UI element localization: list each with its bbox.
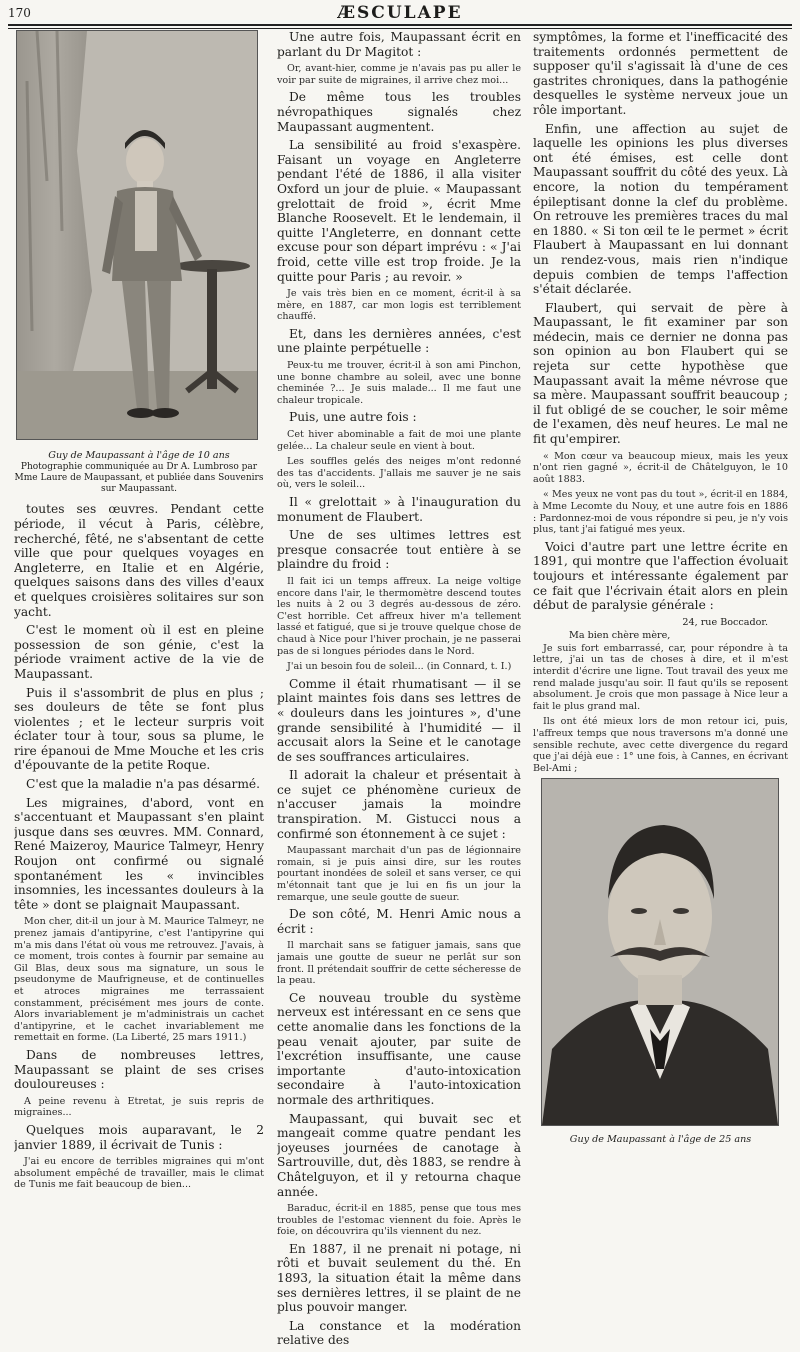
column-1-text xyxy=(14,502,264,1191)
quotation: Ils ont été mieux lors de mon retour ici, puis, l'affreux temps que nous traversons m'a donné une sensible rechute, avec cette divergence du regard que j'ai déjà eue : 1° une fois, à Cannes, en écrivant Bel-Ami ; xyxy=(533,716,788,774)
column-1 xyxy=(14,30,264,1195)
paragraph: toutes ses œuvres. Pendant cette période, il vécut à Paris, célèbre, recherché, fêté, ne s'absentant de cette ville que pour quelques voyages en Angleterre, en Italie et en Algérie, quelques saisons dans des villes d'eaux et quelques croisières solitaires sur son yacht. xyxy=(14,502,264,619)
photo-man-illustration xyxy=(542,779,778,1125)
page-number: 170 xyxy=(8,6,31,20)
paragraph: Ce nouveau trouble du système nerveux est intéressant en ce sens que cette anomalie dans les fonctions de la peau venait ajouter, par suite de l'excrétion insuffisante, une cause importante d'auto-intoxication secondaire à l'auto-intoxication normale des arthritiques. xyxy=(277,990,521,1107)
paragraph: Une autre fois, Maupassant écrit en parlant du Dr Magitot : xyxy=(277,30,521,59)
quotation: Il marchait sans se fatiguer jamais, sans que jamais une goutte de sueur ne perlât sur son front. Il prétendait souffrir de cette sécheresse de la peau. xyxy=(277,940,521,987)
photo1-caption-title: Guy de Maupassant à l'âge de 10 ans xyxy=(48,450,230,461)
quotation: Il fait ici un temps affreux. La neige voltige encore dans l'air, le thermomètre descend toutes les nuits à 2 ou 3 degrés au-dessous de zéro. C'est horrible. Cet affreux hiver m'a tellement lassé et fatigué, que si je trouve quelque chose de chaud à Nice pour l'hiver prochain, je ne passerai pas de si longues périodes dans le Nord. xyxy=(277,575,521,657)
paragraph: C'est le moment où il est en pleine possession de son génie, c'est la période vraiment active de la vie de Maupassant. xyxy=(14,623,264,681)
quotation: Les souffles gelés des neiges m'ont redonné des tas d'accidents. J'allais me sauver je ne sais où, vers le soleil... xyxy=(277,456,521,491)
header-rule-thin xyxy=(8,28,792,29)
column-3-text xyxy=(533,30,788,774)
paragraph: Une de ses ultimes lettres est presque consacrée tout entière à se plaindre du froid : xyxy=(277,528,521,572)
paragraph: La constance et la modération relative des xyxy=(277,1318,521,1348)
quotation: J'ai un besoin fou de soleil... (in Connard, t. I.) xyxy=(287,661,512,673)
paragraph: Et, dans les dernières années, c'est une plainte perpétuelle : xyxy=(277,326,521,356)
quotation: Maupassant marchait d'un pas de légionnaire romain, si je puis ainsi dire, sur les routes pourtant inondées de soleil et sans verser, ce qui m'étonnait tant que je lui en fis un jour la remarque, une seule goutte de sueur. xyxy=(277,845,521,903)
paragraph: Quelques mois auparavant, le 2 janvier 1889, il écrivait de Tunis : xyxy=(14,1122,264,1152)
paragraph: C'est que la maladie n'a pas désarmé. xyxy=(26,777,261,792)
column-3 xyxy=(533,30,788,1146)
paragraph: Maupassant, qui buvait sec et mangeait comme quatre pendant les joyeuses journées de canotage à Sartrouville, dut, dès 1883, se rendre à Châtelguyon, et il y retourna chaque année. xyxy=(277,1111,521,1199)
paragraph: Dans de nombreuses lettres, Maupassant se plaint de ses crises douloureuses : xyxy=(14,1047,264,1092)
letter-salutation: Ma bien chère mère, xyxy=(569,629,671,641)
paragraph: Flaubert, qui servait de père à Maupassant, le fit examiner par son médecin, mais ce dernier ne donna pas son opinion au bon Flaubert qui se rejeta sur cette hypothèse que Maupassant avait la même névrose que sa mère. Maupassant souffrit beaucoup ; il fut obligé de se coucher, le soir même de l'examen, dès neuf heures. Le mal ne fit qu'empirer. xyxy=(533,300,788,447)
quotation: « Mes yeux ne vont pas du tout », écrit-il en 1884, à Mme Lecomte du Nouy, et une autre fois en 1886 : Pardonnez-moi de vous répondre si peu, je n'y vois plus, tant j'ai fatigué mes yeux. xyxy=(533,489,788,536)
paragraph: De même tous les troubles névropathiques signalés chez Maupassant augmentent. xyxy=(277,90,521,134)
photo1-caption-credit: Photographie communiquée au Dr A. Lumbroso par Mme Laure de Maupassant, et publiée dans Souvenirs sur Maupassant. xyxy=(14,462,264,494)
paragraph: Puis il s'assombrit de plus en plus ; ses douleurs de tête se font plus violentes ; et le lecteur surpris voit éclater tour à tour, sous sa plume, le rire épanoui de Mme Mouche et les cris d'épouvante de la petite Roque. xyxy=(14,685,264,773)
quotation: Or, avant-hier, comme je n'avais pas pu aller le voir par suite de migraines, il arrive chez moi... xyxy=(277,63,521,86)
paragraph: Il « grelottait » à l'inauguration du monument de Flaubert. xyxy=(277,495,521,524)
column-2 xyxy=(277,30,521,1352)
quotation: A peine revenu à Etretat, je suis repris de migraines... xyxy=(14,1095,264,1119)
quotation: Je vais très bien en ce moment, écrit-il à sa mère, en 1887, car mon logis est terriblement chauffé. xyxy=(277,288,521,323)
paragraph: Comme il était rhumatisant — il se plaint maintes fois dans ses lettres de « douleurs dans les jointures », d'une grande sensibilité à l'humidité — il accusait alors la Seine et le canotage de ses souffrances articulaires. xyxy=(277,676,521,764)
paragraph: En 1887, il ne prenait ni potage, ni rôti et buvait seulement du thé. En 1893, la situation était la même dans ses dernières lettres, il se plaint de ne plus pouvoir manger. xyxy=(277,1241,521,1315)
quotation: Baraduc, écrit-il en 1885, pense que tous mes troubles de l'estomac viennent du foie. Après le foie, on découvrira qu'ils viennent du nez. xyxy=(277,1203,521,1238)
quotation: « Mon cœur va beaucoup mieux, mais les yeux n'ont rien gagné », écrit-il de Châtelguyon, le 10 août 1883. xyxy=(533,450,788,485)
quotation: J'ai eu encore de terribles migraines qui m'ont absolument empêché de travailler, mais le climat de Tunis me fait beaucoup de bien... xyxy=(14,1156,264,1191)
quotation: Mon cher, dit-il un jour à M. Maurice Talmeyr, ne prenez jamais d'antipyrine, c'est l'antipyrine qui m'a mis dans l'état où vous me retrouvez. J'avais, à ce moment, trois contes à fournir par semaine au Gil Blas, deux sous ma signature, un sous le pseudonyme de Maufrigneuse, et de continuelles et atroces migraines me terrassaient constamment, précisément mes jours de conte. Alors invariablement je m'administrais un cachet d'antipyrine, et le cachet invariablement me remettait en forme. (La Liberté, 25 mars 1911.) xyxy=(14,916,264,1044)
paragraph: De son côté, M. Henri Amic nous a écrit : xyxy=(277,907,521,936)
quotation: Cet hiver abominable a fait de moi une plante gelée... La chaleur seule en vient à bout. xyxy=(277,429,521,452)
photo-maupassant-age-10 xyxy=(16,30,258,440)
paragraph: Il adorait la chaleur et présentait à ce sujet ce phénomène curieux de n'accuser jamais la moindre transpiration. M. Gistucci nous a confirmé son étonnement à ce sujet : xyxy=(277,768,521,841)
paragraph: Enfin, une affection au sujet de laquelle les opinions les plus diverses ont été émises, est celle dont Maupassant souffrit du côté des yeux. Là encore, la notion du tempérament épileptisant donne la clef du problème. On retrouve les premières traces du mal en 1880. « Si ton œil te le permet » écrit Flaubert à Maupassant en lui donnant un rendez-vous, mais rien n'indique depuis combien de temps l'affection s'était déclarée. xyxy=(533,121,788,297)
column-2-text xyxy=(277,30,521,1348)
quotation: Je suis fort embarrassé, car, pour répondre à ta lettre, j'ai un tas de choses à dire, et il m'est interdit d'écrire une ligne. Tout travail des yeux me rend malade jusqu'au soir. Il faut qu'ils se reposent absolument. Je crois que mon passage à Nice leur a fait le plus grand mal. xyxy=(533,642,788,712)
photo2-caption-title: Guy de Maupassant à l'âge de 25 ans xyxy=(569,1134,752,1146)
photo-boy-illustration xyxy=(17,31,257,439)
paragraph: Voici d'autre part une lettre écrite en 1891, qui montre que l'affection évoluait toujours et intéressante également par ce fait que l'écrivain était alors en plein début de paralysie générale : xyxy=(533,539,788,613)
paragraph: La sensibilité au froid s'exaspère. Faisant un voyage en Angleterre pendant l'été de 1886, il alla visiter Oxford un jour de pluie. « Maupassant grelottait de froid », écrit Mme Blanche Roosevelt. Et le lendemain, il quitte l'Angleterre, en donnant cette excuse pour son départ imprévu : « J'ai froid, cette ville est trop froide. Je la quitte pour Paris ; au revoir. » xyxy=(277,138,521,284)
header-rule xyxy=(8,24,792,26)
letter-address: 24, rue Boccador. xyxy=(682,616,768,628)
paragraph: Puis, une autre fois : xyxy=(289,410,417,425)
paragraph: Les migraines, d'abord, vont en s'accentuant et Maupassant s'en plaint jusque dans ses œuvres. MM. Connard, René Maizeroy, Maurice Talmeyr, Henry Roujon ont confirmé ou signalé spontanément les « invincibles insomnies, les incessantes douleurs à la tête » dont se plaignait Maupassant. xyxy=(14,795,264,912)
photo-maupassant-age-25 xyxy=(541,778,779,1126)
quotation: Peux-tu me trouver, écrit-il à son ami Pinchon, une bonne chambre au soleil, avec une bonne cheminée ?... Je suis malade... Il me faut une chaleur tropicale. xyxy=(277,360,521,406)
journal-title: ÆSCULAPE xyxy=(337,3,463,23)
paragraph: symptômes, la forme et l'inefficacité des traitements ordonnés permettent de supposer qu'il s'agissait là d'une de ces gastrites chroniques, dans la pathogénie desquelles le système nerveux joue un rôle important. xyxy=(533,30,788,117)
